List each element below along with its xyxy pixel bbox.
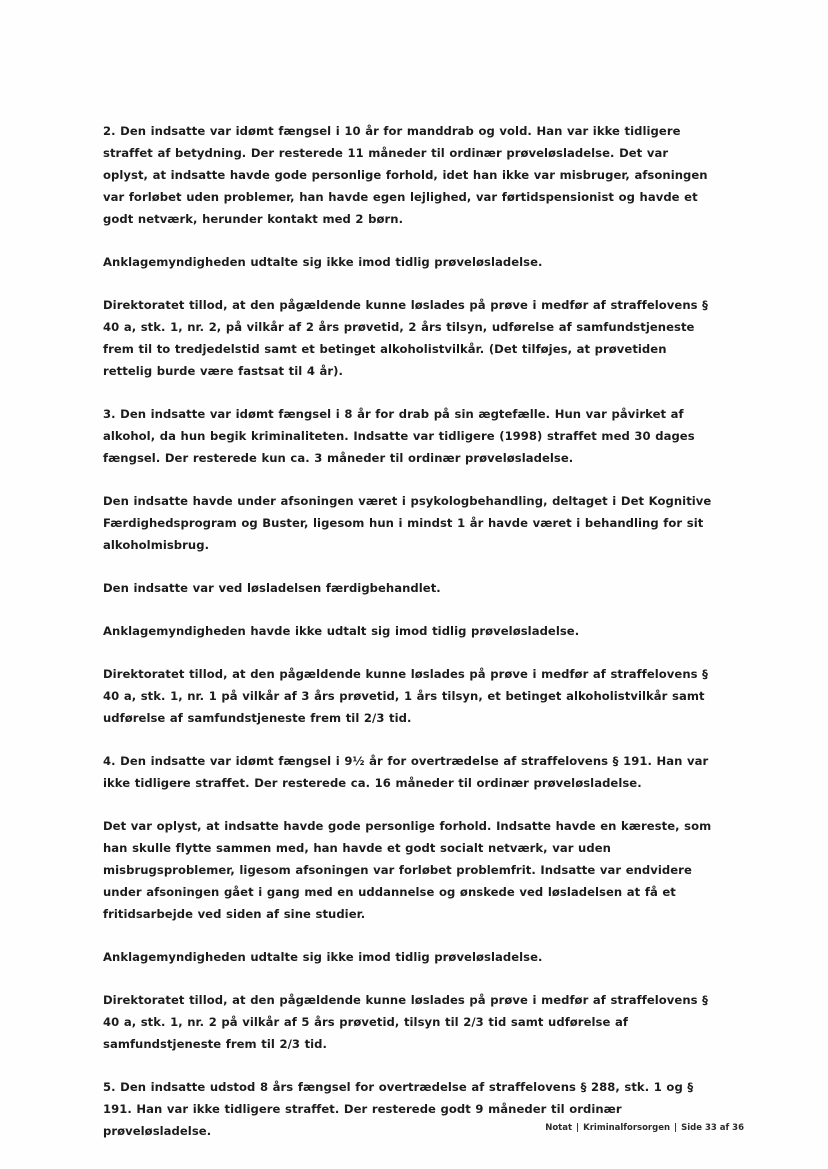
paragraph-decision-4: Direktoratet tillod, at den pågældende kunne løslades på prøve i medfør af straffelovens § 40 a, stk. 1, nr. 2 på vilkår af 5 års prøvetid, tilsyn til 2/3 tid samt udførelse af samfundstjeneste frem til 2/3 tid. xyxy=(103,993,709,1051)
paragraph-circumstances-4: Det var oplyst, at indsatte havde gode personlige forhold. Indsatte havde en kæreste, som han skulle flytte sammen med, han havde et godt socialt netværk, var uden misbrugsproblemer, ligesom afsoningen var forløbet problemfrit. Indsatte var endvidere under afsoningen gået i gang med en uddannelse og ønskede ved løsladelsen at få et fritidsarbejde ved siden af sine studier. xyxy=(103,819,712,921)
paragraph-treatment-3: Den indsatte havde under afsoningen været i psykologbehandling, deltaget i Det Kognitive Færdighedsprogram og Buster, ligesom hun i mindst 1 år havde været i behandling for sit alkoholmisbrug. xyxy=(103,494,712,552)
paragraph-decision-3: Direktoratet tillod, at den pågældende kunne løslades på prøve i medfør af straffelovens § 40 a, stk. 1, nr. 1 på vilkår af 3 års prøvetid, 1 års tilsyn, et betinget alkoholistvilkår samt udførelse af samfundstjeneste frem til 2/3 tid. xyxy=(103,667,709,725)
paragraph-case-2: 2. Den indsatte var idømt fængsel i 10 år for manddrab og vold. Han var ikke tidligere straffet af betydning. Der resterede 11 måneder til ordinær prøveløsladelse. Det var oplyst, at indsatte havde gode personlige forhold, idet han ikke var misbruger, afsoningen var forløbet uden problemer, han havde egen lejlighed, var førtidspensionist og havde et godt netværk, herunder kontakt med 2 børn. xyxy=(103,124,708,226)
document-body xyxy=(103,120,715,1163)
paragraph-case-3: 3. Den indsatte var idømt fængsel i 8 år for drab på sin ægtefælle. Hun var påvirket af alkohol, da hun begik kriminaliteten. Indsatte var tidligere (1998) straffet med 30 dages fængsel. Der resterede kun ca. 3 måneder til ordinær prøveløsladelse. xyxy=(103,407,695,465)
footer-organization: Kriminalforsorgen xyxy=(583,1123,671,1133)
paragraph-prosecution-3: Anklagemyndigheden havde ikke udtalt sig imod tidlig prøveløsladelse. xyxy=(103,624,580,638)
footer-separator: | xyxy=(576,1123,580,1133)
paragraph-case-5: 5. Den indsatte udstod 8 års fængsel for overtrædelse af straffelovens § 288, stk. 1 og § 191. Han var ikke tidligere straffet. Der resterede godt 9 måneder til ordinær prøveløsladelse. xyxy=(103,1080,694,1138)
page-footer xyxy=(545,1123,744,1133)
paragraph-decision-2: Direktoratet tillod, at den pågældende kunne løslades på prøve i medfør af straffelovens § 40 a, stk. 1, nr. 2, på vilkår af 2 års prøvetid, 2 års tilsyn, udførelse af samfundstjeneste frem til to tredjedelstid samt et betinget alkoholistvilkår. (Det tilføjes, at prøvetiden rettelig burde være fastsat til 4 år). xyxy=(103,298,709,378)
paragraph-prosecution-4: Anklagemyndigheden udtalte sig ikke imod tidlig prøveløsladelse. xyxy=(103,950,543,964)
footer-doc-type: Notat xyxy=(545,1123,573,1133)
footer-page-number: Side 33 af 36 xyxy=(681,1123,744,1133)
paragraph-status-3: Den indsatte var ved løsladelsen færdigbehandlet. xyxy=(103,581,441,595)
paragraph-prosecution-2: Anklagemyndigheden udtalte sig ikke imod tidlig prøveløsladelse. xyxy=(103,255,543,269)
paragraph-case-4: 4. Den indsatte var idømt fængsel i 9½ år for overtrædelse af straffelovens § 191. Han var ikke tidligere straffet. Der resterede ca. 16 måneder til ordinær prøveløsladelse. xyxy=(103,754,709,790)
footer-separator: | xyxy=(674,1123,678,1133)
